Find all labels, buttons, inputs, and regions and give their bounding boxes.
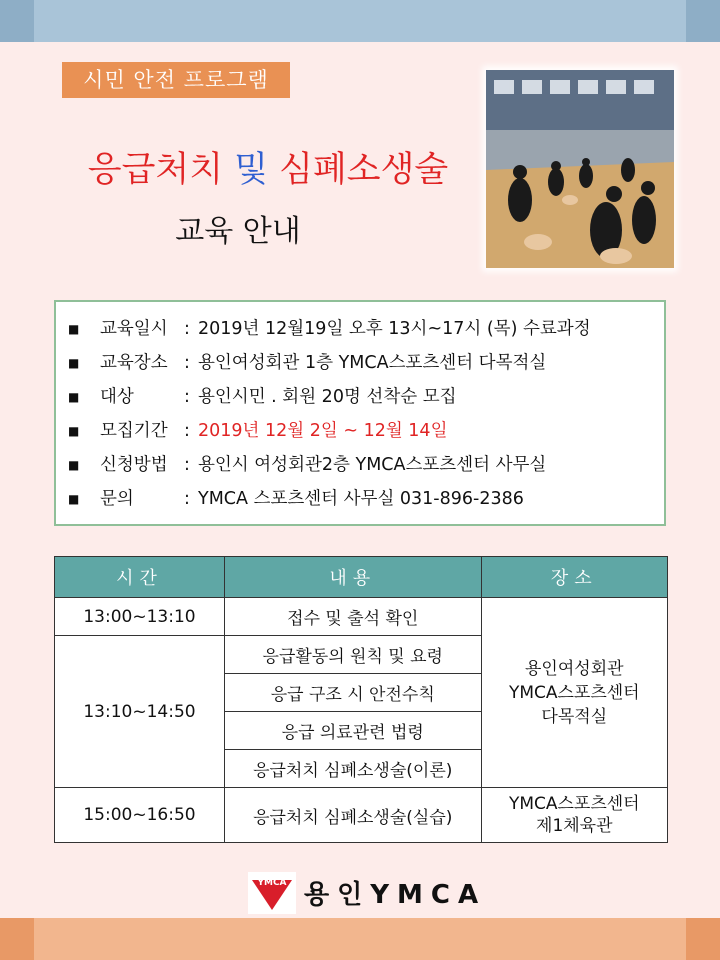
cpr-training-photo bbox=[486, 70, 674, 268]
cell-content: 응급 구조 시 안전수칙 bbox=[224, 674, 481, 712]
cell-content: 응급처치 심폐소생술(이론) bbox=[224, 750, 481, 788]
cell-content: 응급처치 심폐소생술(실습) bbox=[224, 788, 481, 843]
cell-content: 접수 및 출석 확인 bbox=[224, 598, 481, 636]
bottom-banner bbox=[0, 918, 720, 960]
bullet-icon: ■ bbox=[68, 492, 80, 506]
table-row bbox=[55, 788, 668, 843]
headline bbox=[60, 148, 476, 192]
cell-time: 15:00~16:50 bbox=[55, 788, 225, 843]
bullet-icon: ■ bbox=[68, 356, 80, 370]
headline-part2: 및 bbox=[234, 150, 268, 190]
bullet-icon: ■ bbox=[68, 390, 80, 404]
cell-time: 13:10~14:50 bbox=[55, 636, 225, 788]
info-box: ■ 교육일시 : 2019년 12월19일 오후 13시~17시 (목) 수료과정 ■ 교육장소 : 용인여성회관 1층 YMCA스포츠센터 다목적실 ■ 대상 : 용인시민 . 회원 20명 선착순 모집 ■ 모집기간 : 2019년 12월 2일 ~ 12월 14일 ■ 신청방법 : 용인시 여성회관2층 YMCA스포츠센터 사무실 ■ 문의 : YMCA 스포츠센터 사무실 031-896-2386 bbox=[54, 300, 666, 526]
bullet-icon: ■ bbox=[68, 322, 80, 336]
cell-content: 응급 의료관련 법령 bbox=[224, 712, 481, 750]
top-banner bbox=[0, 0, 720, 42]
headline-part3: 심폐소생술 bbox=[279, 150, 449, 190]
cell-place: YMCA스포츠센터 제1체육관 bbox=[481, 788, 667, 843]
table-row bbox=[55, 598, 668, 636]
logo-name: 용인YMCA bbox=[304, 880, 487, 910]
cell-content: 응급활동의 원칙 및 요령 bbox=[224, 636, 481, 674]
ymca-logo-icon: YMCA bbox=[248, 872, 296, 914]
header-place: 장소 bbox=[481, 557, 667, 598]
bullet-icon: ■ bbox=[68, 458, 80, 472]
bullet-icon: ■ bbox=[68, 424, 80, 438]
cell-place: 용인여성회관 YMCA스포츠센터 다목적실 bbox=[481, 598, 667, 788]
program-tag: 시민 안전 프로그램 bbox=[62, 62, 290, 98]
subheadline: 교육 안내 bbox=[175, 214, 301, 249]
cell-time: 13:00~13:10 bbox=[55, 598, 225, 636]
table-header-row bbox=[55, 557, 668, 598]
header-content: 내용 bbox=[224, 557, 481, 598]
schedule-table bbox=[54, 556, 668, 843]
header-time: 시간 bbox=[55, 557, 225, 598]
headline-part1: 응급처치 bbox=[87, 150, 224, 190]
